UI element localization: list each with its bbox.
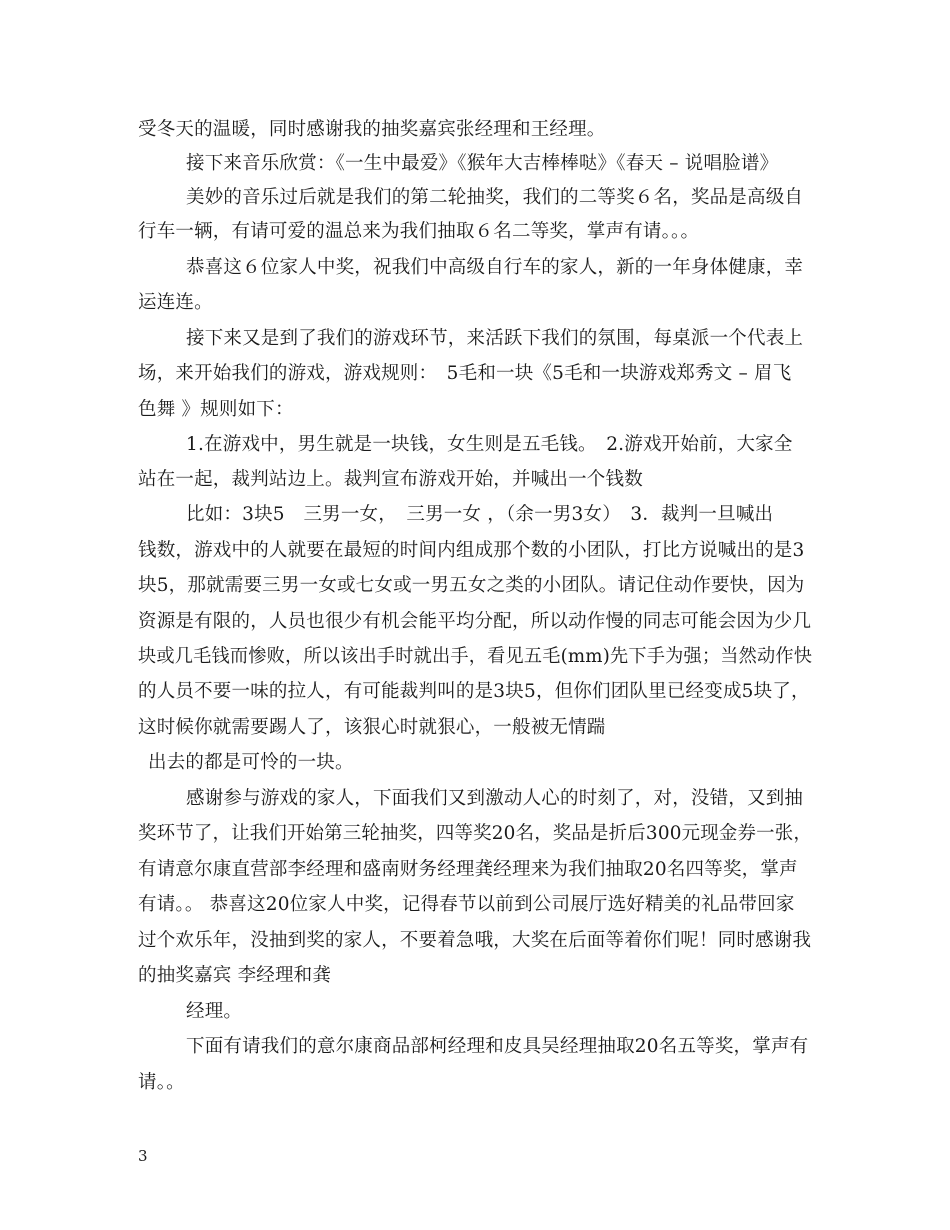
body-line: 恭喜这６位家人中奖，祝我们中高级自行车的家人，新的一年身体健康，幸 [186,257,804,278]
body-line: 接下来音乐欣赏：《一生中最爱》《猴年大吉棒棒哒》《春天 – 说唱脸谱》 [186,153,779,174]
body-line: 这时候你就需要踢人了，该狠心时就狠心，一般被无情踹 [138,717,606,738]
body-line: 的人员不要一味的拉人，有可能裁判叫的是3块5，但你们团队里已经变成5块了， [138,681,810,702]
body-line: 块5，那就需要三男一女或七女或一男五女之类的小团队。请记住动作要快，因为 [138,575,805,596]
body-line: 资源是有限的，人员也很少有机会能平均分配，所以动作慢的同志可能会因为少几 [138,611,812,632]
body-line: 运连连。 [138,292,213,313]
body-line: 钱数，游戏中的人就要在最短的时间内组成那个数的小团队，打比方说喊出的是3 [138,540,805,561]
body-line: 场，来开始我们的游戏，游戏规则： 5毛和一块《5毛和一块游戏郑秀文 – 眉飞 [138,363,792,384]
body-line: 下面有请我们的意尔康商品部柯经理和皮具吴经理抽取20名五等奖，掌声有 [186,1036,809,1057]
body-line: 接下来又是到了我们的游戏环节，来活跃下我们的氛围，每桌派一个代表上 [186,328,804,349]
body-line: 美妙的音乐过后就是我们的第二轮抽奖，我们的二等奖６名，奖品是高级自 [186,187,804,208]
body-line: 有请。。 恭喜这20位家人中奖，记得春节以前到公司展厅选好精美的礼品带回家 [138,894,795,915]
body-line: 受冬天的温暖，同时感谢我的抽奖嘉宾张经理和王经理。 [138,119,606,140]
body-line: 感谢参与游戏的家人，下面我们又到激动人心的时刻了，对，没错，又到抽 [186,788,804,809]
body-line: 块或几毛钱而惨败，所以该出手时就出手，看见五毛(mm)先下手为强；当然动作快 [138,646,813,667]
body-line: 比如：3块5 三男一女， 三男一女 ，（余一男3女） 3．裁判一旦喊出 [186,504,774,525]
body-line: 奖环节了，让我们开始第三轮抽奖，四等奖20名，奖品是折后300元现金券一张， [138,823,812,844]
body-line: 有请意尔康直营部李经理和盛南财务经理龚经理来为我们抽取20名四等奖，掌声 [138,859,798,880]
body-line: 过个欢乐年，没抽到奖的家人，不要着急哦，大奖在后面等着你们呢！同时感谢我 [138,930,812,951]
body-line: 请。。 [138,1072,185,1093]
body-line: 经理。 [186,1001,243,1022]
page-number: 3 [138,1147,148,1165]
body-line: 的抽奖嘉宾 李经理和龚 [138,965,332,986]
body-line: 色舞 》规则如下： [138,399,294,420]
body-line: 1.在游戏中，男生就是一块钱，女生则是五毛钱。 2.游戏开始前，大家全 [186,434,793,455]
body-line: 行车一辆，有请可爱的温总来为我们抽取６名二等奖，掌声有请。。。 [138,221,700,242]
body-line: 站在一起，裁判站边上。裁判宣布游戏开始，并喊出一个钱数 [138,469,643,490]
body-line: 出去的都是可怜的一块。 [148,752,354,773]
